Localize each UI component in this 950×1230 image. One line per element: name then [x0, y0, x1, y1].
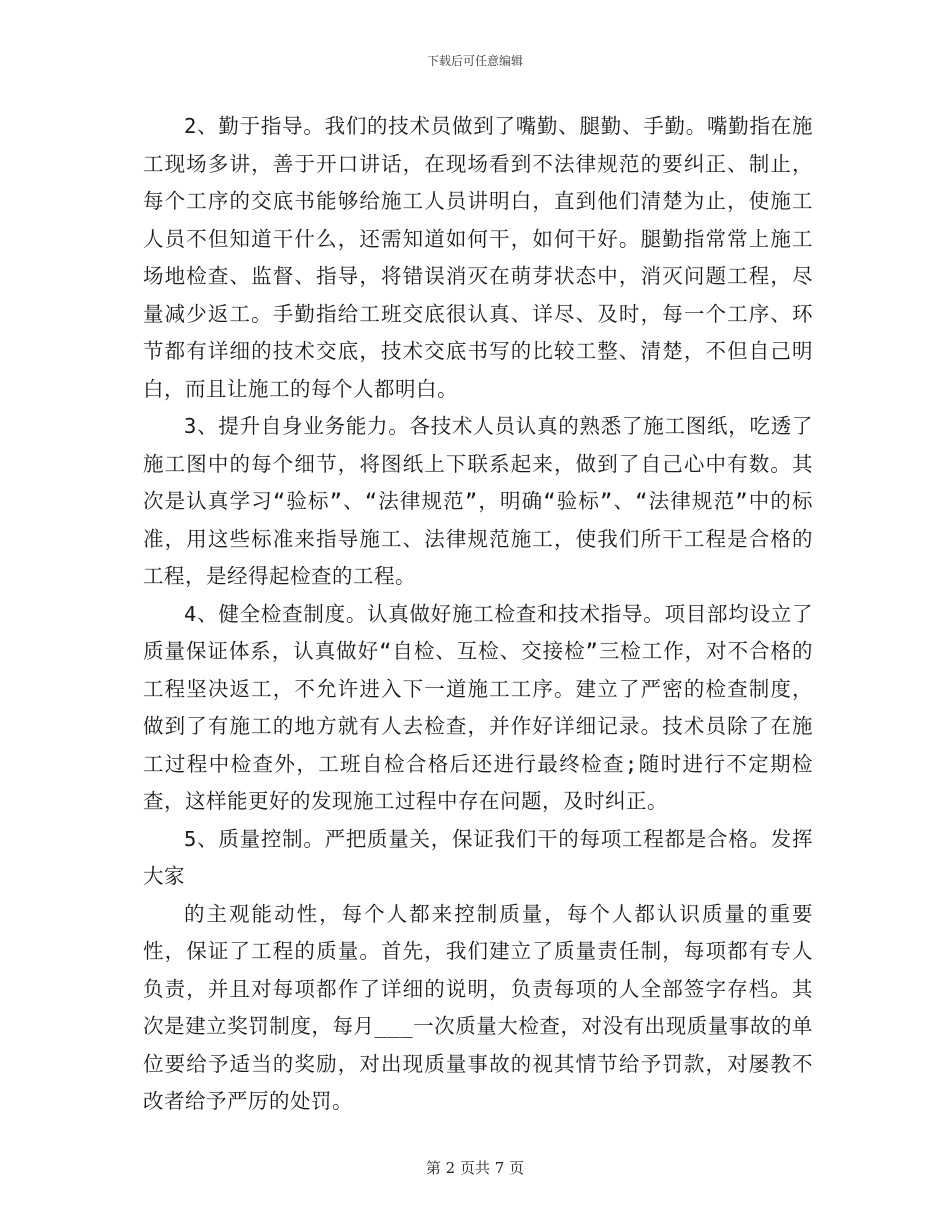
page-number: 第 2 页共 7 页 [425, 1159, 525, 1177]
paragraph-quality-control: 5、质量控制。严把质量关，保证我们干的每项工程都是合格。发挥大家 [143, 826, 813, 888]
paragraph-quality-control-continued: 的主观能动性，每个人都来控制质量，每个人都认识质量的重要性，保证了工程的质量。首先，我们建立了质量责任制，每项都有专人负责，并且对每项都作了详细的说明，负责每项的人全部签字存档。其次是建立奖罚制度，每月___一次质量大检查，对没有出现质量事故的单位要给予适当的奖励，对出现质量事故的视其情节给予罚款，对屡教不改者给予严厉的处罚。 [143, 901, 813, 1113]
paragraph-guidance: 2、勤于指导。我们的技术员做到了嘴勤、腿勤、手勤。嘴勤指在施工现场多讲，善于开口讲话，在现场看到不法律规范的要纠正、制止，每个工序的交底书能够给施工人员讲明白，直到他们清楚为止，使施工人员不但知道干什么，还需知道如何干，如何干好。腿勤指常常上施工场地检查、监督、指导，将错误消灭在萌芽状态中，消灭问题工程，尽量减少返工。手勤指给工班交底很认真、详尽、及时，每一个工序、环节都有详细的技术交底，技术交底书写的比较工整、清楚，不但自己明白，而且让施工的每个人都明白。 [143, 114, 813, 401]
paragraph-inspection: 4、健全检查制度。认真做好施工检查和技术指导。项目部均设立了质量保证体系，认真做好“自检、互检、交接检”三检工作，对不合格的工程坚决返工，不允许进入下一道施工工序。建立了严密的检查制度，做到了有施工的地方就有人去检查，并作好详细记录。技术员除了在施工过程中检查外，工班自检合格后还进行最终检查;随时进行不定期检查，这样能更好的发现施工过程中存在问题，及时纠正。 [143, 601, 813, 813]
document-body [143, 108, 813, 1121]
paragraph-skills: 3、提升自身业务能力。各技术人员认真的熟悉了施工图纸，吃透了施工图中的每个细节，将图纸上下联系起来，做到了自己心中有数。其次是认真学习“验标”、“法律规范”，明确“验标”、“法律规范”中的标准，用这些标准来指导施工、法律规范施工，使我们所干工程是合格的工程，是经得起检查的工程。 [143, 414, 813, 588]
page-header: 下载后可任意编辑 [426, 54, 523, 68]
